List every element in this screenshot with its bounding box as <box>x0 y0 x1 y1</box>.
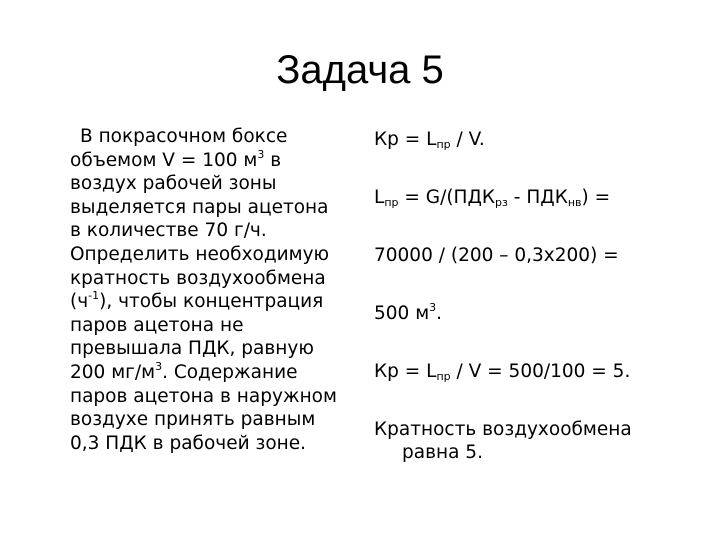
problem-line: 0,3 ПДК в рабочей зоне. <box>70 432 307 454</box>
problem-line: паров ацетона не <box>70 314 244 336</box>
problem-line: Определить необходимую <box>70 243 330 265</box>
problem-line: превышала ПДК, равную <box>70 338 314 360</box>
calculation-line: 70000 / (200 – 0,3х200) = <box>374 245 619 266</box>
answer-line: равна 5. <box>402 442 483 463</box>
problem-line: в количестве 70 г/ч. <box>70 220 267 242</box>
slide-title: Задача 5 <box>276 48 444 92</box>
calculation-result: 500 $м^3$. <box>374 301 443 324</box>
answer-line: Кратность воздухообмена <box>374 419 632 440</box>
formula-result: Кр = $L_{пр} / V = 500/100 = 5$. <box>374 361 631 383</box>
formula-air-exchange: Кр = $L_{пр}$ / V. <box>374 129 485 151</box>
problem-line: 200 $мг/м^3$. Содержание <box>70 359 298 383</box>
problem-line: кратность воздухообмена <box>70 267 326 289</box>
problem-line: $(ч^{-1})$, чтобы концентрация <box>70 289 324 313</box>
problem-line: В покрасочном боксе <box>80 126 288 147</box>
problem-line: выделяется пары ацетона <box>70 196 329 218</box>
problem-line: воздухе принять равным <box>70 409 316 431</box>
problem-line: воздух рабочей зоны <box>70 173 277 195</box>
problem-line: объемом V = 100 $м^3$ в <box>70 147 282 171</box>
problem-line: паров ацетона в наружном <box>70 385 337 407</box>
problem-statement <box>70 125 360 455</box>
formula-air-flow: $L_{пр} = G/(ПДК_{рз} - ПДК_{нв})$ = <box>374 187 611 209</box>
